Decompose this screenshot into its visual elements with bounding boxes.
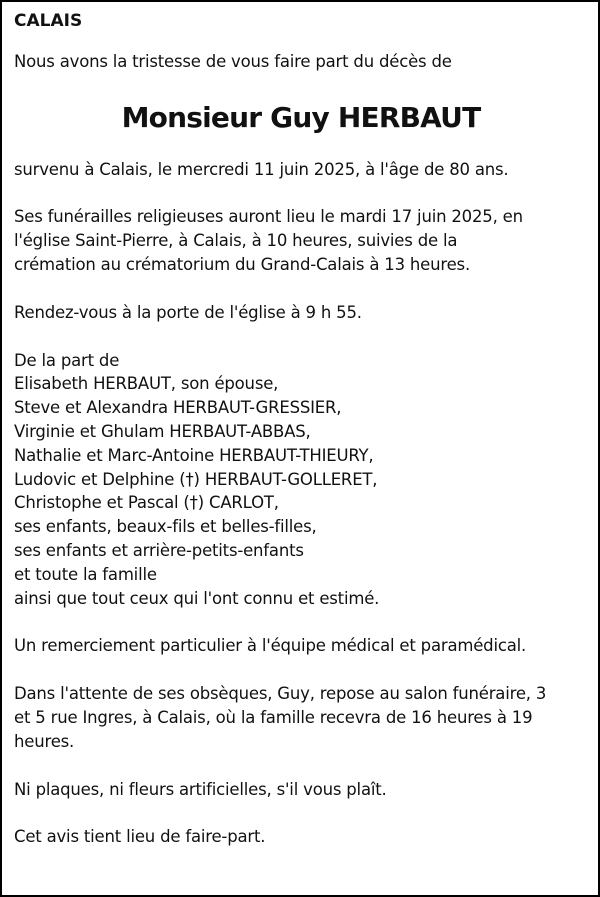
visitation-paragraph — [14, 682, 588, 753]
family-paragraph — [14, 349, 588, 611]
meeting-info: Rendez-vous à la porte de l'église à 9 h 55. — [14, 302, 362, 322]
funeral-paragraph — [14, 205, 588, 276]
family-line: De la part de — [14, 350, 120, 370]
family-line: Christophe et Pascal (†) CARLOT, — [14, 493, 279, 513]
funeral-line: crémation au crématorium du Grand-Calais à 13 heures. — [14, 254, 471, 274]
deceased-name: Monsieur Guy HERBAUT — [121, 100, 481, 134]
family-line: Ludovic et Delphine (†) HERBAUT-GOLLERET, — [14, 469, 378, 489]
no-flowers-text: Ni plaques, ni fleurs artificielles, s'il vous plaît. — [14, 779, 387, 799]
family-line: Steve et Alexandra HERBAUT-GRESSIER, — [14, 398, 342, 418]
intro-text: Nous avons la tristesse de vous faire part du décès de — [14, 51, 452, 71]
visitation-line: et 5 rue Ingres, à Calais, où la famille recevra de 16 heures à 19 — [14, 707, 533, 727]
family-line: Nathalie et Marc-Antoine HERBAUT-THIEURY, — [14, 445, 374, 465]
death-info: survenu à Calais, le mercredi 11 juin 2025, à l'âge de 80 ans. — [14, 159, 509, 179]
family-line: ainsi que tout ceux qui l'ont connu et estimé. — [14, 588, 380, 608]
city-heading: CALAIS — [14, 11, 83, 31]
funeral-line: l'église Saint-Pierre, à Calais, à 10 heures, suivies de la — [14, 231, 458, 251]
family-line: Virginie et Ghulam HERBAUT-ABBAS, — [14, 421, 311, 441]
obituary-notice — [14, 10, 588, 849]
family-line: et toute la famille — [14, 564, 157, 584]
family-line: ses enfants, beaux-fils et belles-filles, — [14, 517, 317, 537]
visitation-line: Dans l'attente de ses obsèques, Guy, repose au salon funéraire, 3 — [14, 684, 547, 704]
family-line: Elisabeth HERBAUT, son épouse, — [14, 374, 279, 394]
visitation-line: heures. — [14, 731, 75, 751]
closing-text: Cet avis tient lieu de faire-part. — [14, 827, 266, 847]
family-line: ses enfants et arrière-petits-enfants — [14, 540, 304, 560]
funeral-line: Ses funérailles religieuses auront lieu le mardi 17 juin 2025, en — [14, 207, 523, 227]
thanks-text: Un remerciement particulier à l'équipe médical et paramédical. — [14, 636, 527, 656]
